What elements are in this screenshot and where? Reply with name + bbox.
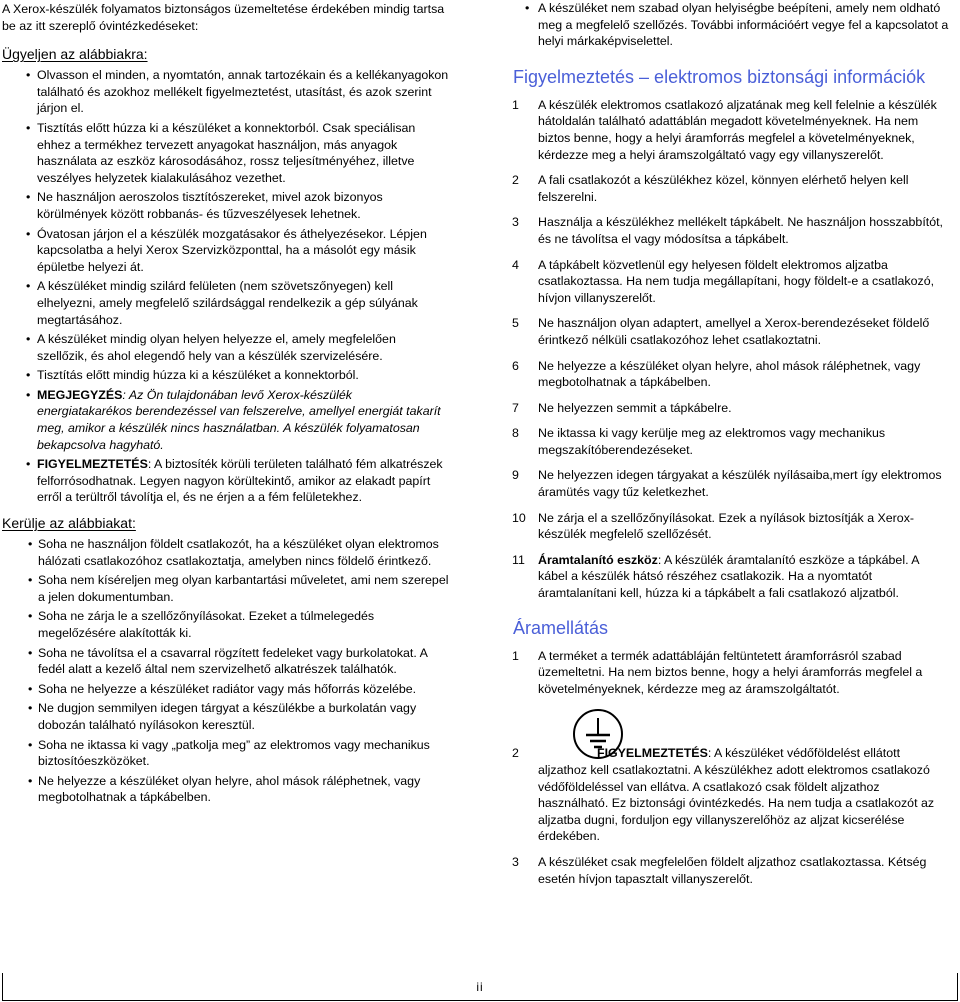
right-column (511, 0, 949, 896)
item-text: Ne helyezzen idegen tárgyakat a készülék nyílásaiba,mert így elektromos áramütés vagy tűz keletkezhet. (538, 468, 942, 500)
list-item: • Óvatosan járjon el a készülék mozgatásakor és áthelyezésekor. Lépjen kapcsolatba a helyi Xerox Szervizközponttal, ha a másolót egy másik épületbe helyezi át. (2, 226, 449, 276)
item-label: Áramtalanító eszköz (538, 552, 658, 567)
numbered-item (511, 425, 949, 458)
numbered-item (511, 97, 949, 163)
left-column (2, 0, 449, 809)
item-text: A tápkábelt közvetlenül egy helyesen földelt elektromos aljzatba csatlakoztassa. Ha nem tudja megállapítani, hogy földelt-e a csatlakozó, hívjon villanyszerelőt. (538, 257, 935, 305)
list-item: • Ne használjon aeroszolos tisztítószereket, mivel azok bizonyos körülmények között robbanás- és tűzveszélyesek lehetnek. (2, 189, 449, 222)
avoid-heading: Kerülje az alábbiakat: (2, 515, 136, 532)
electrical-safety-list (511, 97, 949, 602)
numbered-item (511, 745, 949, 845)
numbered-item (511, 510, 949, 543)
warning-item (2, 456, 449, 506)
numbered-item (511, 552, 949, 602)
do-list (2, 67, 449, 506)
item-number: 8 (512, 426, 519, 441)
item-number: 10 (512, 510, 526, 525)
list-item: • Soha nem kíséreljen meg olyan karbantartási műveletet, ami nem szerepel a jelen dokumentumban. (2, 572, 449, 605)
numbered-item (511, 315, 949, 348)
list-item: • Soha ne távolítsa el a csavarral rögzített fedeleket vagy burkolatokat. A fedél alatt a kezelő által nem szervizelhető alkatrészek találhatók. (2, 645, 449, 678)
item-text: A terméket a termék adattábláján feltüntetett áramforrásról szabad üzemeltetni. Ha nem biztos benne, hogy a helyi áramforrás megfelel a követelményeknek, kérdezze meg az áramszolgáltatót. (538, 648, 923, 696)
electrical-safety-heading: Figyelmeztetés – elektromos biztonsági információk (513, 66, 926, 87)
item-number: 1 (512, 97, 519, 112)
item-number: 2 (512, 746, 519, 761)
power-supply-heading: Áramellátás (513, 617, 609, 638)
item-text: Használja a készülékhez mellékelt tápkábelt. Ne használjon hosszabbítót, és ne távolítsa el vagy módosítsa a tápkábelt. (538, 215, 943, 246)
warning-label: FIGYELMEZTETÉS (597, 746, 708, 761)
item-text: A készüléket csak megfelelően földelt aljzathoz csatlakoztassa. Kétség esetén hívjon tapasztalt villanyszerelőt. (538, 854, 927, 886)
list-item: • Olvasson el minden, a nyomtatón, annak tartozékain és a kellékanyagokon található és azokhoz mellékelt figyelmeztetést, utasítást, és azok szerint járjon el. (2, 67, 449, 117)
list-item: • Soha ne zárja le a szellőzőnyílásokat. Ezeket a túlmelegedés megelőzésére alakították ki. (2, 608, 449, 641)
bullet-glyph: • (525, 1, 530, 15)
list-item (511, 0, 949, 50)
list-item: • A készüléket mindig olyan helyen helyezze el, amely megfelelően szellőzik, és ahol elegendő hely van a készülék szervizelésére. (2, 331, 449, 364)
item-number: 4 (512, 257, 519, 272)
item-text: A készülék elektromos csatlakozó aljzatának meg kell felelnie a készülék hátoldalán található adattáblán megadott követelményeknek. Ha nem biztos benne, hogy a helyi áramforrás megfelel a követelményeknek, kérdezze meg a helyi áramszolgáltató vagy egy villanyszerelőt. (538, 97, 937, 162)
item-text: : A készülék áramtalanító eszköze a tápkábel. A kábel a készülék hátsó részéhez csatlakozik. Ha a nyomtatót áramtalanítani kell, húzza ki a tápkábelt a fali csatlakozó aljzatból. (538, 552, 919, 601)
item-text: Ne zárja el a szellőzőnyílásokat. Ezek a nyílások biztosítják a Xerox-készülék megfelelő szellőzését. (538, 510, 915, 542)
numbered-item (511, 172, 949, 205)
do-heading: Ügyeljen az alábbiakra: (2, 46, 148, 63)
item-number: 11 (512, 552, 525, 567)
numbered-item (511, 400, 949, 417)
numbered-item (511, 467, 949, 500)
list-item: • Ne helyezze a készüléket olyan helyre, ahol mások ráléphetnek, vagy megbotolhatnak a tápkábelben. (2, 773, 449, 806)
item-number: 3 (512, 854, 519, 869)
numbered-item (511, 854, 949, 887)
note-label: MEGJEGYZÉS (37, 387, 123, 402)
item-number: 6 (512, 358, 519, 373)
item-text: Ne helyezzen semmit a tápkábelre. (538, 400, 732, 415)
note-text: : Az Ön tulajdonában levő Xerox-készülék energiatakarékos berendezéssel van felszerelve, amellyel energiát takarít meg, amikor a készülék nincs használatban. A készülék folyamatosan bekapcsolva hagyható. (37, 387, 441, 452)
note-item (2, 387, 449, 453)
item-text: Ne iktassa ki vagy kerülje meg az elektromos vagy mechanikus megszakítóberendezéseket. (538, 426, 886, 457)
page-number: ii (476, 980, 484, 994)
item-text: Ne használjon olyan adaptert, amellyel a Xerox-berendezéseket földelő érintkező nélküli csatlakozóhoz lehet csatlakoztatni. (538, 316, 930, 347)
list-item: • A készüléket mindig szilárd felületen (nem szövetszőnyegen) kell elhelyezni, amely megfelelő szilárdsággal rendelkezik a gép súlyának megtartásához. (2, 278, 449, 328)
item-number: 5 (512, 316, 519, 331)
list-item-text: A készüléket nem szabad olyan helyiségbe beépíteni, amely nem oldható meg a megfelelő szellőzés. További információért vegye fel a kapcsolatot a helyi márkaképviselettel. (538, 1, 949, 49)
item-number: 1 (512, 648, 519, 663)
list-item: • Soha ne iktassa ki vagy „patkolja meg” az elektromos vagy mechanikus biztosítóeszközöket. (2, 737, 449, 770)
warning-text: : A készüléket védőföldelést ellátott aljzathoz kell csatlakoztatni. A készülékhez adott elektromos csatlakozó védőföldeléssel van ellátva. A csatlakozó csak földelt aljzathoz használható. Ez biztonsági óvintézkedés. Ha nem tudja a csatlakozót az aljzatba dugni, forduljon egy villanyszerelőhöz az aljzat kicserélése érdekében. (538, 746, 935, 844)
item-number: 7 (512, 400, 519, 415)
list-item: • Soha ne helyezze a készüléket radiátor vagy más hőforrás közelébe. (2, 681, 449, 698)
protective-earth-ground-icon (571, 707, 625, 761)
item-number: 9 (512, 468, 519, 483)
item-text: A fali csatlakozót a készülékhez közel, könnyen elérhető helyen kell felszerelni. (538, 173, 909, 204)
list-item: • Ne dugjon semmilyen idegen tárgyat a készülékbe a burkolatán vagy dobozán található nyílásokon keresztül. (2, 700, 449, 733)
ventilation-list (511, 0, 949, 50)
list-item: • Tisztítás előtt húzza ki a készüléket a konnektorból. Csak speciálisan ehhez a termékhez tervezett anyagokat használjon, más anyagok használata az eszköz károsodásához, rossz teljesítményéhez, illetve veszélyes helyzetek kialakulásához vezethet. (2, 120, 449, 186)
list-item: • Soha ne használjon földelt csatlakozót, ha a készüléket olyan elektromos hálózati csatlakozóhoz csatlakoztatja, amelyben nincs földelő érintkező. (2, 536, 449, 569)
warning-text: : A biztosíték körüli területen található fém alkatrészek felforrósodhatnak. Legyen nagyon körültekintő, amikor az elakadt papírt erről a terültről távolítja el, és ne érjen a a fém felületekhez. (37, 457, 443, 505)
intro-text: A Xerox-készülék folyamatos biztonságos üzemeltetése érdekében mindig tartsa be az itt szereplő óvintézkedéseket: (2, 2, 445, 33)
item-number: 3 (512, 215, 519, 230)
numbered-item (511, 358, 949, 391)
numbered-item (511, 214, 949, 247)
ground-warning (538, 745, 949, 845)
numbered-item (511, 257, 949, 307)
numbered-item (511, 648, 949, 698)
list-item: • Tisztítás előtt mindig húzza ki a készüléket a konnektorból. (2, 367, 449, 384)
item-text: Ne helyezze a készüléket olyan helyre, ahol mások ráléphetnek, vagy megbotolhatnak a tápkábelben. (538, 358, 921, 390)
item-number: 2 (512, 173, 519, 188)
avoid-list (2, 536, 449, 806)
warning-label: FIGYELMEZTETÉS (37, 457, 148, 472)
power-supply-list (511, 648, 949, 888)
